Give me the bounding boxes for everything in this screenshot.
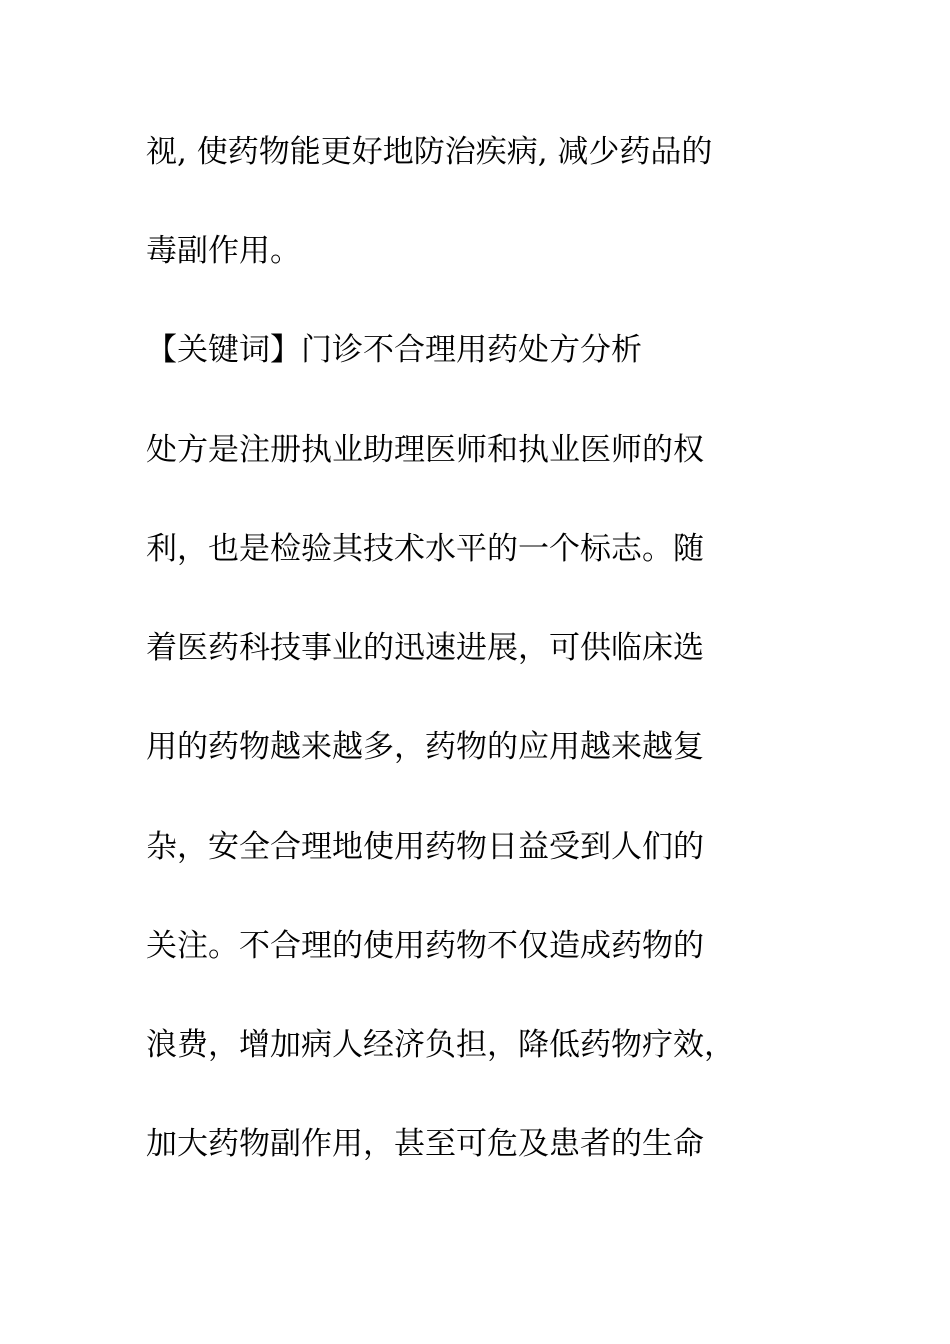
text-line: 用的药物越来越多，药物的应用越来越复 bbox=[146, 729, 704, 765]
text-line: 利，也是检验其技术水平的一个标志。随 bbox=[146, 531, 704, 567]
text-line: 加大药物副作用，甚至可危及患者的生命 bbox=[146, 1126, 704, 1162]
keywords-line: 【关键词】门诊不合理用药处方分析 bbox=[146, 332, 642, 368]
text-line: 杂，安全合理地使用药物日益受到人们的 bbox=[146, 829, 704, 865]
text-line: 毒副作用。 bbox=[146, 233, 301, 269]
text-line: 关注。不合理的使用药物不仅造成药物的 bbox=[146, 928, 704, 964]
text-line: 浪费，增加病人经济负担，降低药物疗效， bbox=[146, 1027, 735, 1063]
text-line: 处方是注册执业助理医师和执业医师的权 bbox=[146, 432, 704, 468]
text-line: 着医药科技事业的迅速进展，可供临床选 bbox=[146, 630, 704, 666]
text-line: 视, 使药物能更好地防治疾病, 减少药品的 bbox=[146, 134, 713, 170]
